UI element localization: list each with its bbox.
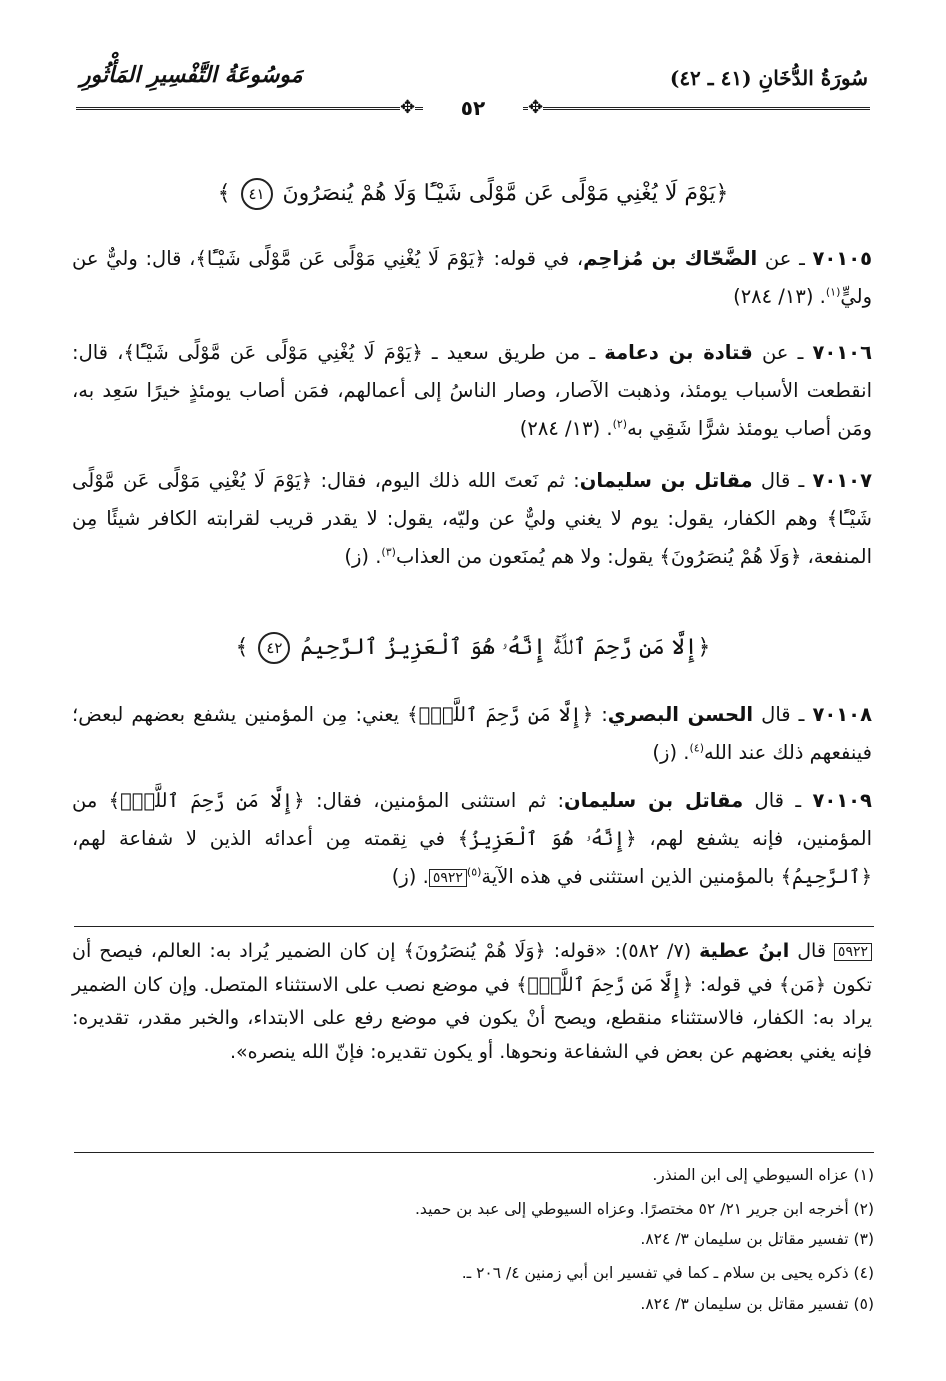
verse-41	[70, 178, 876, 210]
entry-connector: ـ قال	[743, 789, 813, 812]
volume-reference: (١٣/ ٢٨٤)	[733, 285, 814, 308]
quran-quote: ﴿ٱلرَّحِيمُ﴾	[780, 865, 872, 888]
narrator-name: مقاتل بن سليمان	[564, 789, 744, 812]
quran-quote: ﴿وَلَا هُمْ يُنصَرُونَ﴾	[403, 940, 546, 962]
commentary-note	[72, 935, 872, 1069]
footnote-marker: (٤)	[689, 741, 704, 755]
entry-70106	[72, 334, 872, 448]
book-title: مَوسُوعَةُ التَّفْسِيرِ المَأْثُورِ	[80, 62, 303, 88]
entry-text: .	[369, 545, 382, 568]
source-code: (ز)	[652, 741, 678, 764]
page-number: ٥٢	[423, 94, 523, 122]
entry-text: ، في قوله:	[485, 247, 584, 270]
entry-text: : ثم نَعتَ الله ذلك اليوم، فقال:	[312, 469, 580, 492]
entry-70105	[72, 240, 872, 316]
narrator-name: الضَّحّاك بن مُزاحِم	[583, 247, 758, 270]
ayah-number-badge: ٤٢	[258, 632, 290, 664]
entry-text: بالمؤمنين الذين استثنى في هذه الآية	[481, 865, 781, 888]
footnote-marker: (٣)	[381, 545, 396, 559]
quran-quote: ﴿إِنَّهُۥ هُوَ ٱلْعَزِيزُ﴾	[457, 827, 637, 850]
quran-quote: ﴿يَوْمَ لَا يُغْنِي مَوْلًى عَن مَّوْلًى شَيْـًٔا﴾	[123, 341, 423, 364]
entry-text: يقول: ولا هم يُمنَعون من العذاب	[395, 545, 660, 568]
footnote-1: (١) عزاه السيوطي إلى ابن المنذر.	[652, 1166, 874, 1184]
narrator-name: قتادة بن دعامة	[604, 341, 753, 364]
footnote-marker: (٢)	[612, 417, 628, 431]
verse-text: ﴿إِلَّا مَن رَّحِمَ ٱللَّهُۚ إِنَّهُۥ هُوَ ٱلْعَزِيزُ ٱلرَّحِيمُ	[300, 635, 711, 660]
note-text: في قوله:	[693, 973, 780, 996]
entry-connector: ـ عن	[757, 247, 813, 270]
entry-text: .	[677, 741, 690, 764]
entry-text: :	[593, 703, 608, 726]
scholar-name: ابنُ عطية	[699, 940, 790, 962]
narrator-name: الحسن البصري	[607, 703, 754, 726]
quran-quote: ﴿مَن﴾	[779, 973, 826, 996]
commentary-ref-box: ٥٩٢٢	[429, 869, 467, 887]
volume-reference: (١٣/ ٢٨٤)	[519, 417, 601, 440]
ornament-right-icon: ✥	[528, 97, 544, 118]
entry-number: ٧٠١٠٩	[812, 789, 872, 812]
footnote-marker: (١)	[825, 285, 841, 299]
entry-connector: ـ قال	[753, 703, 813, 726]
verse-42	[70, 632, 876, 664]
entry-text: في نِقمته مِن أعدائه الذين لا شفاعة لهم،	[72, 827, 458, 850]
entry-connector: ـ قال	[752, 469, 813, 492]
surah-title: سُورَةُ الدُّخَانِ (٤١ ـ ٤٢)	[669, 66, 868, 90]
entry-text: وهم الكفار، يقول: يوم لا يغني وليٌّ عن وليّه، يقول: لا يقدر قريب لقرابته الكافر شيئًا مِن المنفعة،	[72, 507, 872, 568]
footnotes-separator	[74, 1152, 874, 1153]
footnote-marker: (٥)	[466, 865, 482, 879]
commentary-ref-box: ٥٩٢٢	[834, 943, 872, 961]
ayah-number-badge: ٤١	[241, 178, 273, 210]
entry-connector: ـ عن	[752, 341, 813, 364]
commentary-separator	[74, 926, 874, 927]
quran-quote: ﴿إِلَّا مَن رَّحِمَ ٱللَّهُۚ﴾	[108, 789, 305, 812]
entry-text: يعني: مِن المؤمنين يشفع بعضهم لبعض؛ فينفعهم ذلك عند الله	[72, 703, 872, 764]
footnote-5: (٥) تفسير مقاتل بن سليمان ٣/ ٨٢٤.	[640, 1295, 874, 1313]
narrator-name: مقاتل بن سليمان	[579, 469, 753, 492]
entry-text: .	[600, 417, 613, 440]
entry-number: ٧٠١٠٥	[812, 247, 873, 270]
entry-text: من المؤمنين، فإنه يشفع لهم،	[72, 789, 872, 850]
footnote-3: (٣) تفسير مقاتل بن سليمان ٣/ ٨٢٤.	[640, 1230, 874, 1248]
ornament-left-icon: ✥	[400, 97, 416, 118]
quran-quote: ﴿يَوْمَ لَا يُغْنِي مَوْلًى عَن مَّوْلًى شَيْـًٔا﴾	[195, 247, 486, 270]
entry-number: ٧٠١٠٦	[812, 341, 872, 364]
verse-text: ﴿يَوْمَ لَا يُغْنِي مَوْلًى عَن مَّوْلًى شَيْـًٔا وَلَا هُمْ يُنصَرُونَ	[282, 181, 729, 206]
verse-close-bracket: ﴾	[217, 181, 231, 206]
note-text: قال	[789, 940, 834, 962]
note-text: في موضع نصب على الاستثناء المتصل. وإن كان الضمير يراد به: الكفار، فالاستثناء منقطع، ويصح أنْ يكون في موضع رفع على الابتداء، والخبر مقدر، تقديره: فإنه يغني بعضهم عن بعض في الشفاعة ونحوها. أو يكون تقديره: فإنّ الله ينصره».	[72, 973, 872, 1063]
entry-number: ٧٠١٠٧	[812, 469, 872, 492]
quran-quote: ﴿وَلَا هُمْ يُنصَرُونَ﴾	[659, 545, 802, 568]
entry-number: ٧٠١٠٨	[812, 703, 872, 726]
entry-text: ، قال: وليٌّ عن وليٍّ	[72, 247, 872, 308]
entry-text: ـ من طريق سعيد ـ	[422, 341, 605, 364]
footnote-2: (٢) أخرجه ابن جرير ٢١/ ٥٢ مختصرًا. وعزاه السيوطي إلى عبد بن حميد.	[415, 1200, 874, 1218]
note-text: (٧/ ٥٨٢): «قوله:	[545, 940, 700, 962]
quran-quote: ﴿يَوْمَ لَا يُغْنِي مَوْلًى عَن مَّوْلًى شَيْـًٔا﴾	[72, 469, 872, 530]
note-text: إن كان الضمير يُراد به: العالم، فيصح أن تكون	[72, 940, 873, 996]
entry-70107	[72, 462, 872, 576]
entry-70109	[72, 782, 872, 896]
entry-text: .	[416, 865, 429, 888]
footnote-4: (٤) ذكره يحيى بن سلام ـ كما في تفسير ابن أبي زمنين ٤/ ٢٠٦ ـ.	[461, 1264, 874, 1282]
entry-70108	[72, 696, 872, 772]
verse-close-bracket: ﴾	[235, 635, 249, 660]
quran-quote: ﴿إِلَّا مَن رَّحِمَ ٱللَّهُۚ﴾	[516, 973, 694, 996]
quran-quote: ﴿إِلَّا مَن رَّحِمَ ٱللَّهُۚ﴾	[407, 703, 594, 726]
entry-text: : ثم استثنى المؤمنين، فقال:	[304, 789, 565, 812]
entry-text: .	[813, 285, 826, 308]
entry-text: ، قال: انقطعت الأسباب يومئذ، وذهبت الآصار، وصار الناسُ إلى أعمالهم، فمَن أصاب يومئذٍ خيرًا سَعِد به، ومَن أصاب يومئذ شرًّا شَقِي به	[72, 341, 872, 440]
source-code: (ز)	[344, 545, 370, 568]
source-code: (ز)	[391, 865, 417, 888]
